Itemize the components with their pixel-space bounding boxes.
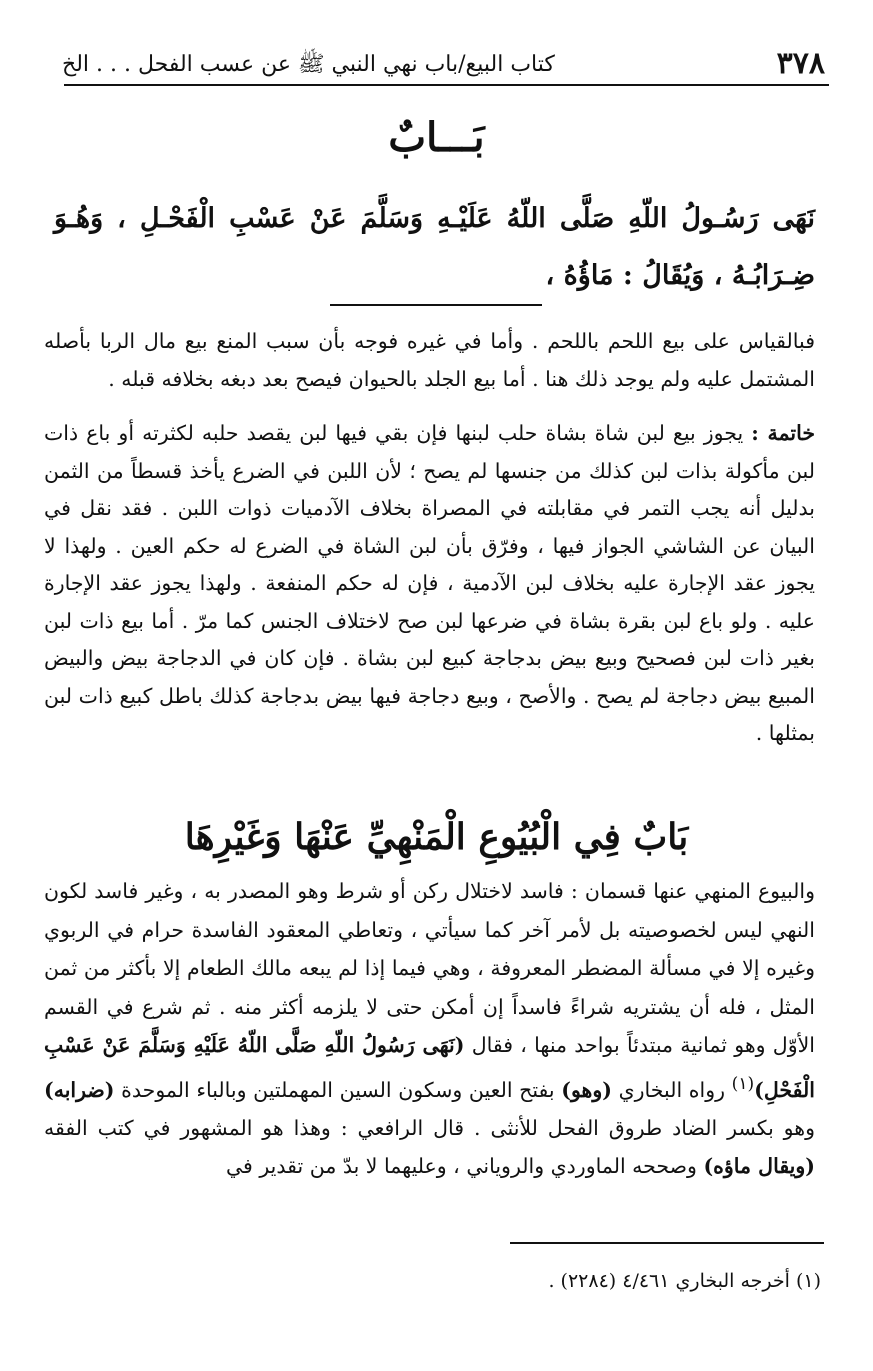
keyword-dirabuhu: (ضرابه) [44, 1077, 115, 1102]
hadith-quote: (نَهَى رَسُولُ اللّهِ صَلَّى اللّهُ عَلَيْهِ وَسَلَّمَ عَنْ عَسْبِ الْفَحْلِ) [44, 1033, 815, 1102]
hadith-text: نَهَى رَسُـولُ اللّهِ صَلَّى اللّهُ عَلَيْـهِ وَسَلَّمَ عَنْ عَسْبِ الْفَحْـلِ ، وَهُـوَ ضِـرَابُـهُ ، وَيُقَالُ : مَاؤُهُ ، [54, 203, 815, 291]
running-title: كتاب البيع/باب نهي النبي ﷺ عن عسب الفحل . . . الخ [62, 52, 555, 77]
section-paragraph [44, 872, 815, 1186]
keyword-wahuwa: (وهو) [561, 1077, 612, 1102]
separator-rule [330, 304, 542, 306]
page-number: ٣٧٨ [776, 46, 825, 81]
footnote: (١) أخرجه البخاري ٤/٤٦١ (٢٢٨٤) . [548, 1270, 821, 1292]
page-header [62, 44, 825, 80]
section-text-a: والبيوع المنهي عنها قسمان : فاسد لاختلال ركن أو شرط وهو المصدر به ، وغير فاسد لكون النهي ليس لخصوصيته بل لأمر آخر كما سيأتي ، وتعاطي المعقود الفاسدة حرام في الربوي وغيره إلا في مسألة المضطر المعروفة ، وهي فيما إذا لم يبعه مالك الطعام إلا بأكثر من ثمن المثل ، فله أن يشتريه شراءً فاسداً إن أمكن حتى لا يلزمه أكثر منه . ثم شرع في القسم الأوّل وهو ثمانية مبتدئاً بواحد منها ، فقال [44, 879, 815, 1057]
chapter-title: بَـــابٌ [388, 114, 485, 161]
section-title: بَابٌ فِي الْبُيُوعِ الْمَنْهِيِّ عَنْهَا وَغَيْرِهَا [184, 816, 689, 858]
section-text-e: وصححه الماوردي والروياني ، وعليهما لا بدّ من تقدير في [225, 1154, 697, 1179]
section-text-b: رواه البخاري [618, 1077, 726, 1102]
keyword-maauhu: (ويقال ماؤه) [703, 1154, 815, 1179]
header-rule [64, 84, 829, 86]
section-text-d: وهو بكسر الضاد طروق الفحل للأنثى . قال الرافعي : وهذا هو المشهور في كتب الفقه [44, 1115, 815, 1140]
footnote-marker: (١) [731, 1073, 755, 1094]
commentary-paragraph-1: فبالقياس على بيع اللحم باللحم . وأما في غيره فوجه بأن سبب المنع بيع مال الربا بأصله المشتمل عليه ولم يوجد ذلك هنا . أما بيع الجلد بالحيوان فيصح بعد دبغه بخلافه قبله . [44, 329, 815, 391]
section-text-c: بفتح العين وسكون السين المهملتين وبالباء الموحدة [121, 1077, 555, 1102]
footnote-rule [510, 1242, 824, 1244]
conclusion-text: يجوز بيع لبن شاة بشاة حلب لبنها فإن بقي فيها لبن يقصد حلبه لكثرته أو باع ذات لبن مأكولة بذات لبن كذلك من جنسها لم يصح ؛ لأن اللبن في الضرع يأخذ قسطاً من الثمن بدليل أنه يجب التمر في مقابلته في المصراة بخلاف الآدميات ذوات اللبن . فقد نقل في البيان عن الشاشي الجواز فيها ، وفرّق بأن لبن الشاة في الضرع له حكم العين . ولهذا لا يجوز عقد الإجارة عليه بخلاف لبن الآدمية ، فإن له حكم المنفعة . ولهذا يجوز عقد الإجارة عليه . ولو باع لبن بقرة بشاة في ضرعها لبن صح لاختلاف الجنس كما مرّ . أما بيع ذات لبن بغير ذات لبن فصحيح وبيع بيض بدجاجة كبيع لبن بشاة . فإن كان في الدجاجة بيض والبيض المبيع بيض دجاجة لم يصح . والأصح ، وبيع دجاجة فيها بيض بدجاجة كذلك باطل كبيع ذات لبن بمثلها . [44, 421, 815, 745]
commentary-paragraph-2 [44, 415, 815, 753]
conclusion-label: خاتمة : [751, 421, 815, 445]
